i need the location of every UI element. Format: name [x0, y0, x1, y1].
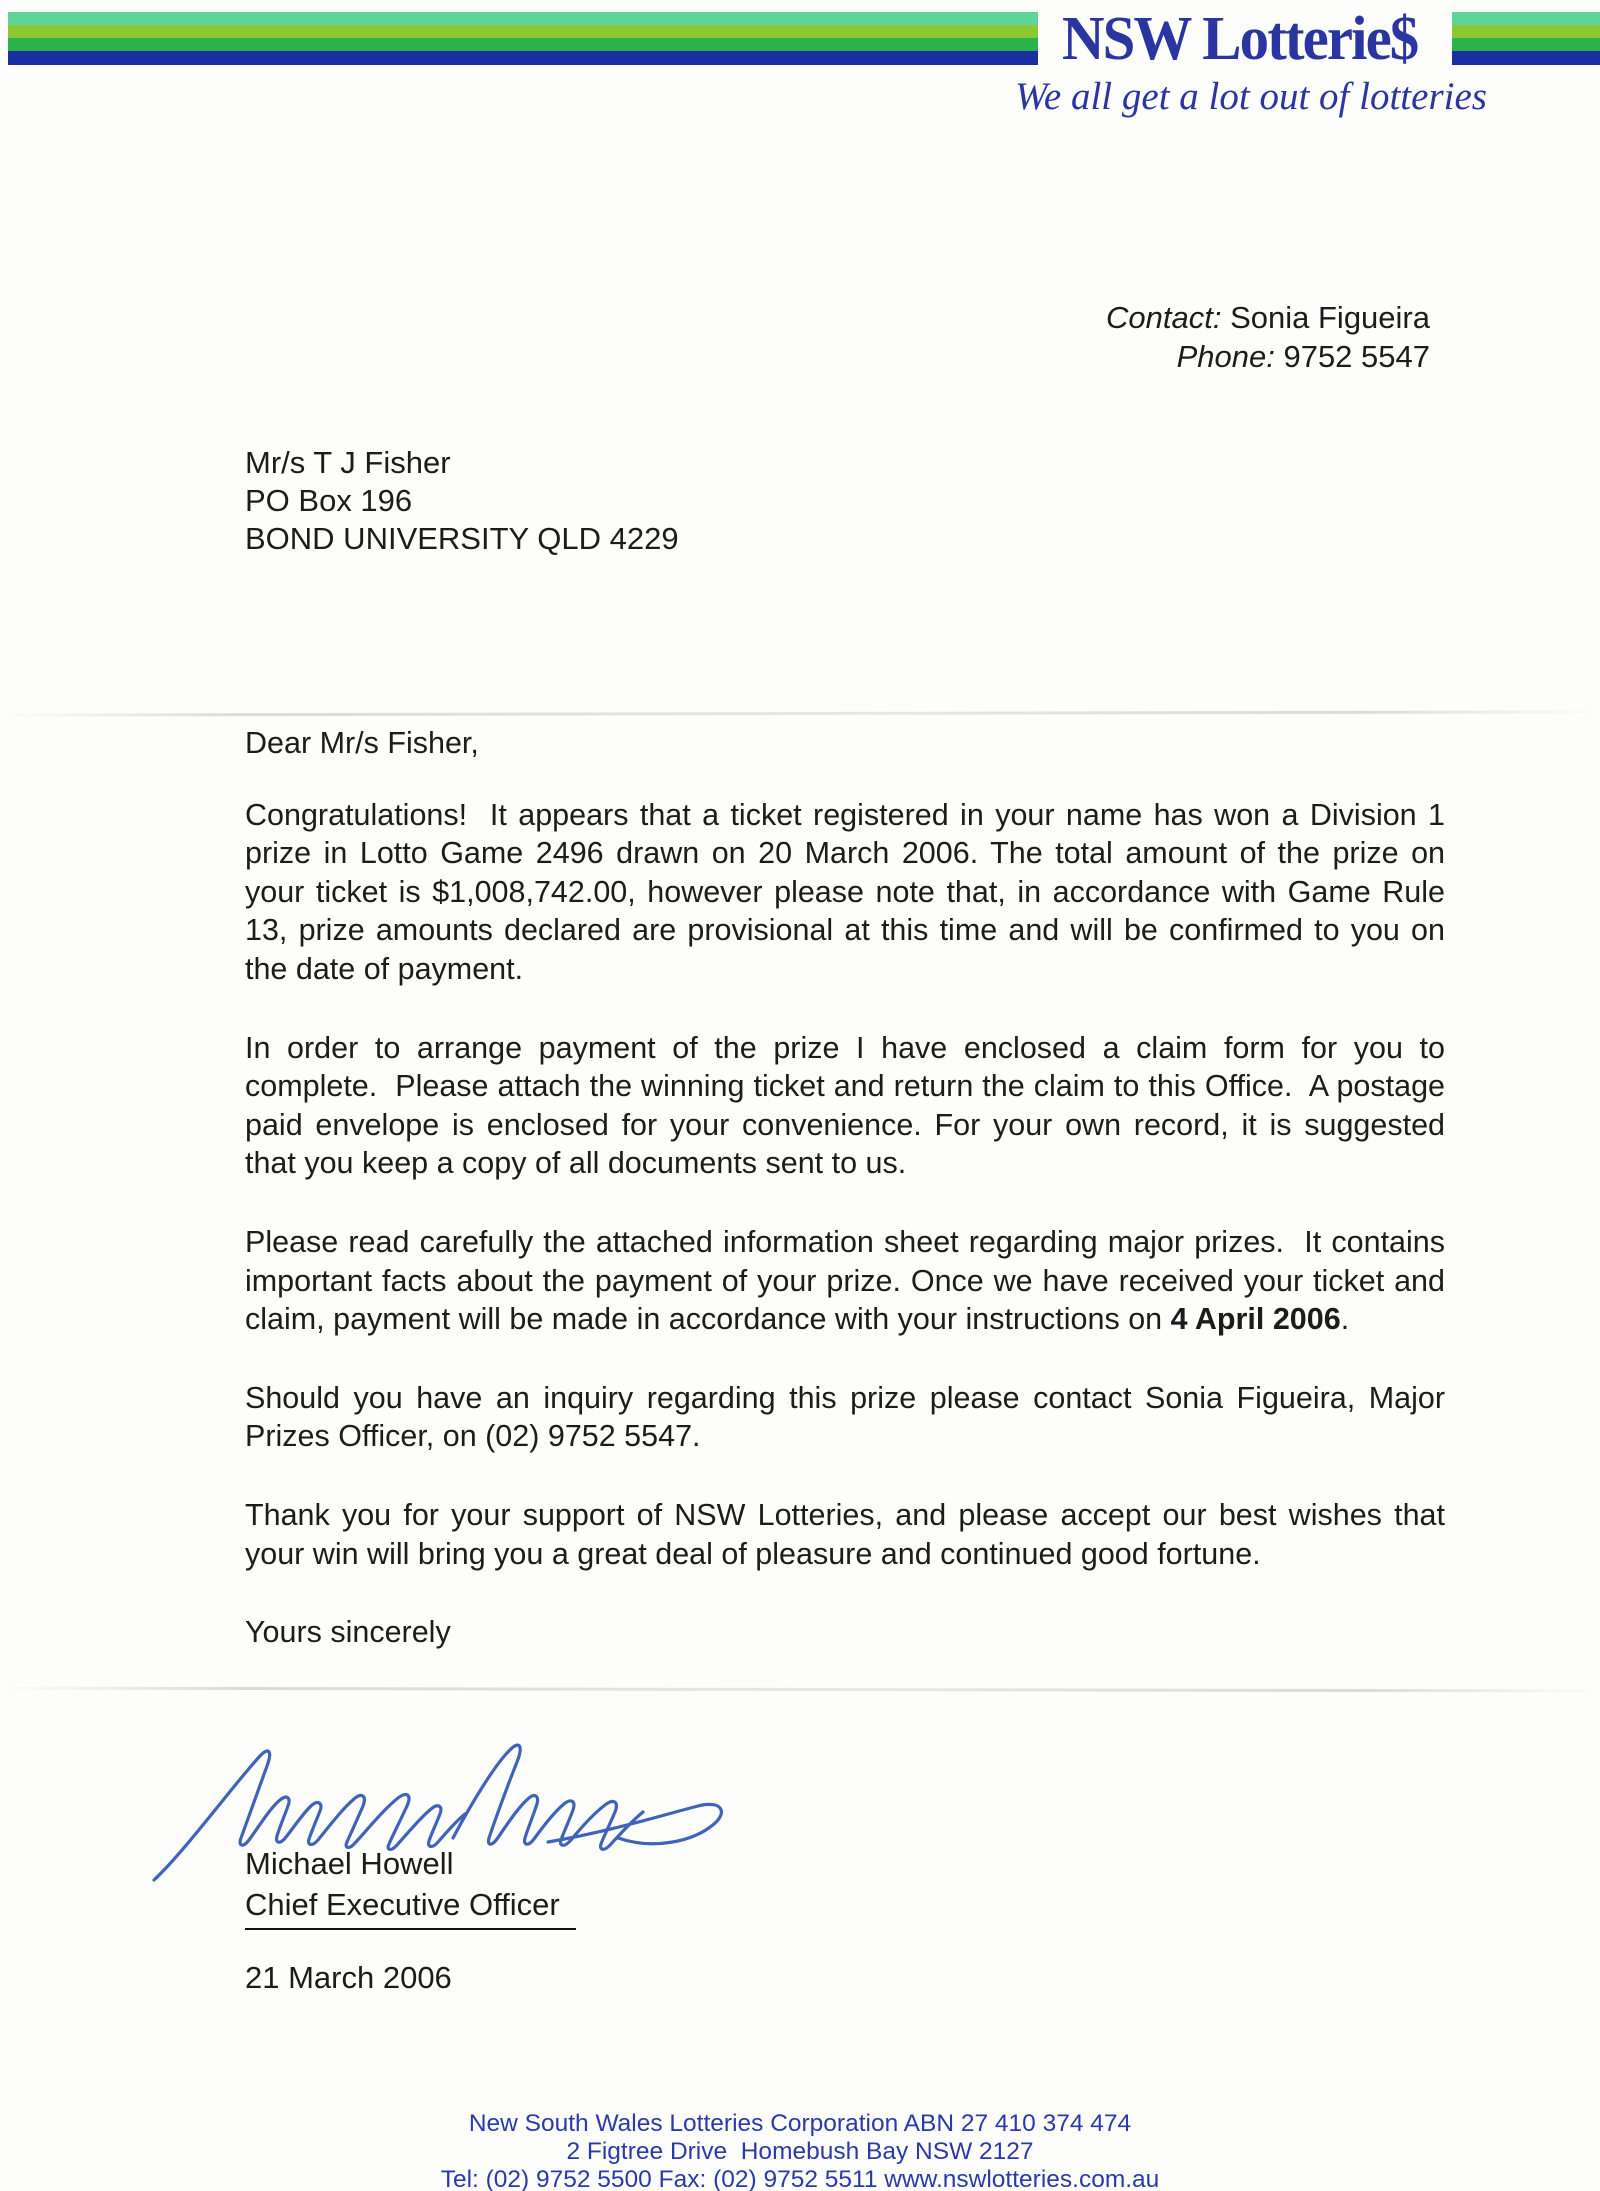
footer-corporation-line: New South Wales Lotteries Corporation ABN 27 410 374 474	[468, 2110, 1132, 2137]
paragraph-claim-form: In order to arrange payment of the prize I have enclosed a claim form for you to complete. Please attach the winning ticket and return the claim to this Office. A postage paid envelope is enclosed for your convenience. For your own record, it is suggested that you keep a copy of all documents sent to us.	[245, 1030, 1445, 1181]
logo-tagline: We all get a lot out of lotteries	[1015, 75, 1487, 118]
paragraph-congratulations: Congratulations! It appears that a ticket registered in your name has won a Division 1 prize in Lotto Game 2496 drawn on 20 March 2006. The total amount of the prize on your ticket is $1,008,742.00, however please note that, in accordance with Game Rule 13, prize amounts declared are provisional at this time and will be confirmed to you on the date of payment.	[245, 797, 1445, 986]
phone-number: 9752 5547	[1274, 339, 1430, 374]
letter-body	[245, 724, 1445, 1692]
phone-label: Phone:	[1176, 339, 1275, 374]
stripe-lime	[8, 25, 1038, 38]
paragraph-thanks: Thank you for your support of NSW Lotteries, and please accept our best wishes that your win will bring you a great deal of pleasure and continued good fortune.	[245, 1497, 1445, 1571]
paragraph-inquiry: Should you have an inquiry regarding this prize please contact Sonia Figueira, Major Prizes Officer, on (02) 9752 5547.	[245, 1380, 1445, 1454]
letter-date: 21 March 2006	[245, 1960, 452, 1995]
phone-line	[1106, 337, 1430, 376]
recipient-city: BOND UNIVERSITY QLD 4229	[245, 521, 679, 556]
contact-name: Sonia Figueira	[1221, 300, 1430, 335]
stripe-mint	[8, 12, 1038, 25]
footer-address-line: 2 Figtree Drive Homebush Bay NSW 2127	[566, 2138, 1034, 2165]
contact-label: Contact:	[1106, 300, 1222, 335]
footer-block	[0, 2110, 1600, 2191]
payment-date-bold: 4 April 2006	[1170, 1302, 1341, 1337]
salutation: Dear Mr/s Fisher,	[245, 726, 479, 760]
recipient-address	[245, 444, 679, 558]
paragraph-text: .	[1340, 1302, 1350, 1337]
header-stripes-left	[8, 12, 1038, 65]
closing: Yours sincerely	[245, 1615, 451, 1650]
recipient-name: Mr/s T J Fisher	[245, 445, 451, 480]
signer-title: Chief Executive Officer	[245, 1884, 576, 1930]
signer-name: Michael Howell	[245, 1846, 454, 1881]
contact-line	[1106, 298, 1430, 337]
stripe-green	[8, 38, 1038, 51]
stripe-lime	[1452, 25, 1600, 38]
paper-crease	[0, 710, 1600, 716]
nsw-lotteries-logo: NSW Lotterie$	[1062, 5, 1418, 73]
paragraph-information-sheet	[245, 1223, 1445, 1339]
paragraph-text: Please read carefully the attached information sheet regarding major prizes. It contains important facts about the payment of your prize. Once we have received your ticket and claim, payment will be made in accordance with your instructions on	[245, 1224, 1445, 1337]
stripe-blue	[1452, 51, 1600, 65]
stripe-mint	[1452, 12, 1600, 25]
stripe-green	[1452, 38, 1600, 51]
stripe-blue	[8, 51, 1038, 65]
footer-phone-line: Tel: (02) 9752 5500 Fax: (02) 9752 5511 www.nswlotteries.com.au	[440, 2166, 1160, 2191]
header-stripes-right	[1452, 12, 1600, 65]
contact-block	[1106, 298, 1430, 376]
recipient-po-box: PO Box 196	[245, 483, 413, 518]
signer-block	[245, 1843, 576, 1930]
